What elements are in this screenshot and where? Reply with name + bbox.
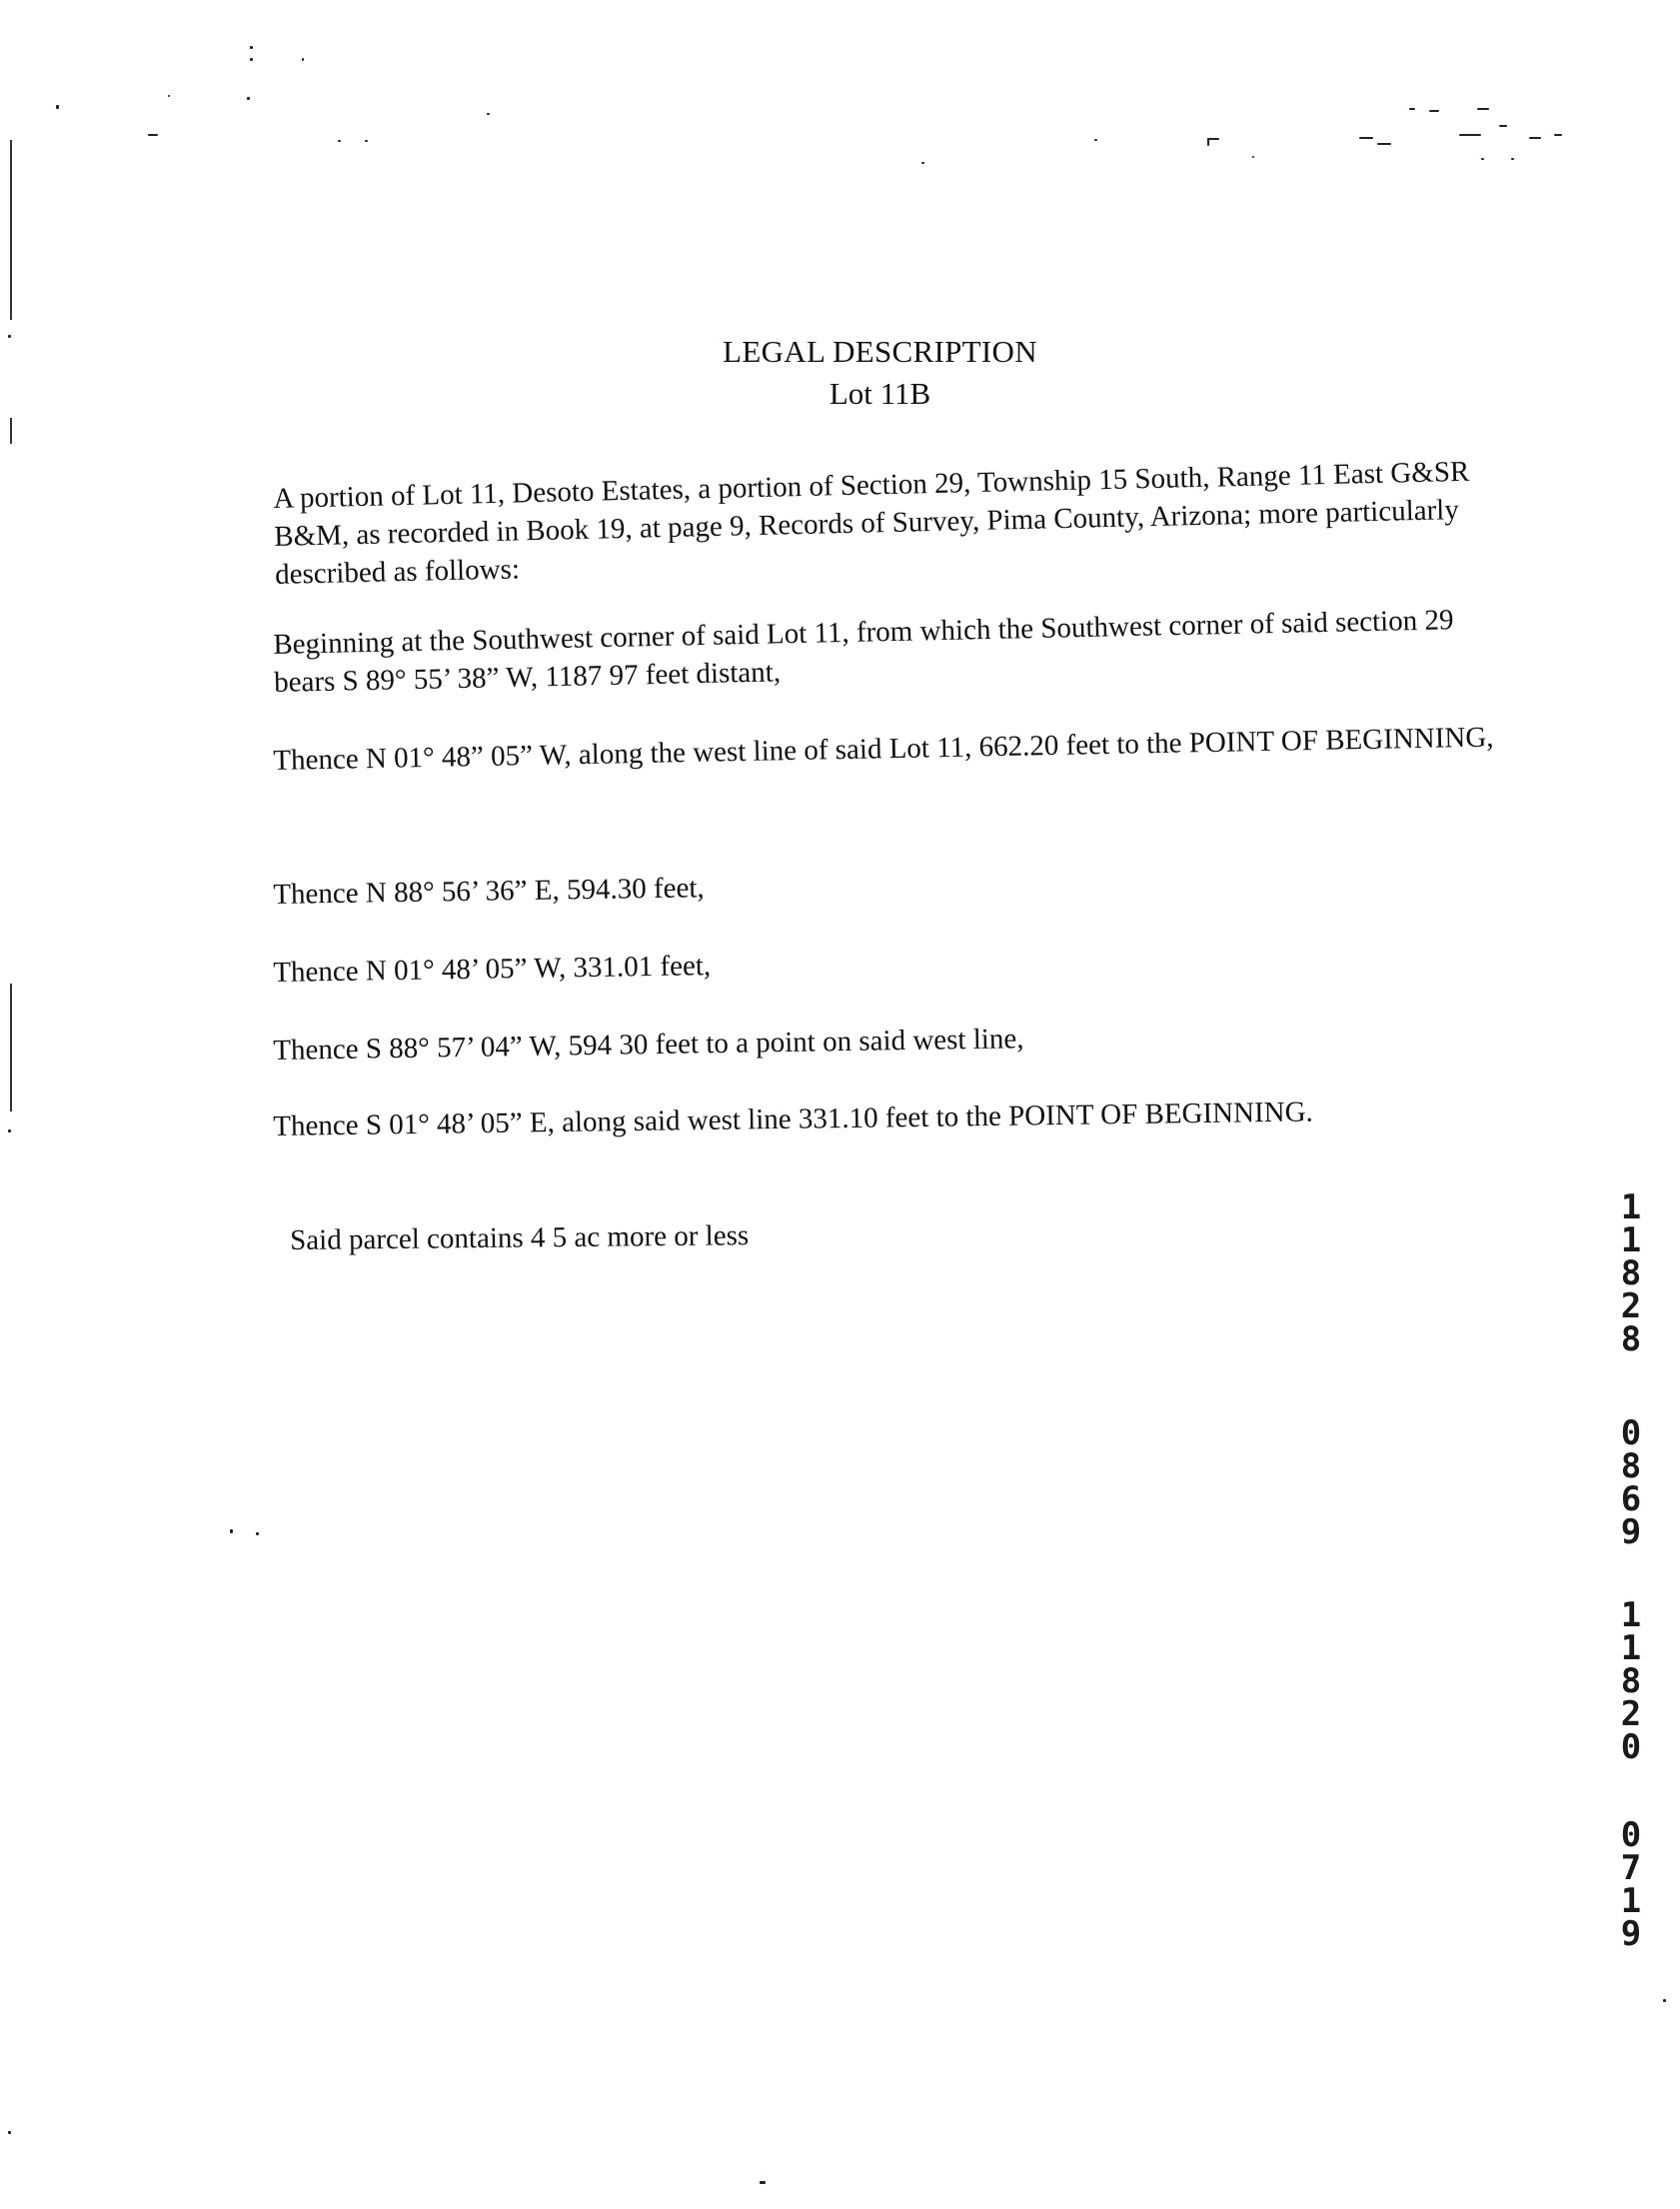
scan-speck: [1481, 158, 1484, 160]
scan-speck: [168, 95, 170, 97]
stamp-digit: 1: [1620, 1595, 1642, 1635]
stamp-digit: 1: [1620, 1628, 1642, 1668]
scan-edge-line: [10, 418, 12, 444]
scan-speck: [1207, 138, 1209, 146]
paragraph-course-3: Thence N 01° 48’ 05” W, 331.01 feet,: [273, 950, 712, 989]
scan-speck: [256, 1532, 259, 1535]
paragraph-course-2: Thence N 88° 56’ 36” E, 594.30 feet,: [273, 872, 705, 911]
scan-speck: [1554, 134, 1562, 136]
stamp-digit: 2: [1620, 1694, 1642, 1734]
scan-speck: [247, 97, 250, 100]
scan-speck: [8, 1129, 11, 1132]
scan-speck: [1477, 108, 1489, 110]
stamp-digit: 8: [1620, 1446, 1642, 1486]
paragraph-intro: A portion of Lot 11, Desoto Estates, a portion of Section 29, Township 15 South, Range 11 East G&SR B&M, as recorded in Book 19, at page 9, Records of Survey, Pima County, Arizona; more particularly described as follows:: [273, 455, 1470, 591]
scan-speck: [1094, 139, 1097, 141]
recording-stamp-group: [1613, 1187, 1649, 1359]
recording-stamp-group: [1613, 1595, 1649, 1767]
page-subtitle: Lot 11B: [829, 376, 931, 411]
scan-speck: [338, 140, 341, 142]
scan-speck: [760, 2181, 766, 2184]
stamp-digit: 9: [1620, 1914, 1642, 1954]
scan-speck: [1252, 156, 1254, 158]
scan-edge-line: [10, 984, 12, 1111]
scan-speck: [250, 58, 253, 61]
scan-speck: [1663, 1999, 1666, 2002]
scan-speck: [1429, 110, 1439, 112]
scan-speck: [1511, 158, 1514, 160]
paragraph-beginning: Beginning at the Southwest corner of said Lot 11, from which the Southwest corner of said section 29 bears S 89° 55’ 38” W, 1187 97 feet distant,: [273, 604, 1454, 699]
scan-speck: [365, 140, 368, 142]
scan-speck: [230, 1529, 233, 1533]
stamp-digit: 1: [1620, 1220, 1642, 1260]
paragraph-course-5: Thence S 01° 48’ 05” E, along said west line 331.10 feet to the POINT OF BEGINNING.: [273, 1096, 1314, 1142]
scan-speck: [1529, 137, 1541, 139]
scan-speck: [8, 2131, 11, 2134]
scan-speck: [1459, 134, 1481, 136]
scan-speck: [1377, 143, 1391, 145]
stamp-digit: 9: [1620, 1512, 1642, 1552]
stamp-digit: 8: [1620, 1253, 1642, 1293]
scan-speck: [1359, 137, 1373, 139]
recording-stamp-group: [1613, 1815, 1649, 1954]
stamp-digit: 7: [1620, 1848, 1642, 1888]
stamp-digit: 2: [1620, 1286, 1642, 1326]
scan-speck: [148, 134, 158, 136]
scan-speck: [487, 113, 490, 115]
stamp-digit: 0: [1620, 1815, 1642, 1855]
stamp-digit: 1: [1620, 1187, 1642, 1227]
scan-speck: [8, 335, 11, 338]
stamp-digit: 8: [1620, 1661, 1642, 1701]
paragraph-area: Said parcel contains 4 5 ac more or less: [290, 1219, 750, 1256]
scan-speck: [250, 46, 253, 49]
stamp-digit: 1: [1620, 1881, 1642, 1921]
scan-speck: [1409, 108, 1415, 110]
stamp-digit: 6: [1620, 1479, 1642, 1519]
paragraph-course-1: Thence N 01° 48” 05” W, along the west line of said Lot 11, 662.20 feet to the POINT OF BEGINNING,: [273, 721, 1494, 777]
paragraph-course-4: Thence S 88° 57’ 04” W, 594 30 feet to a point on said west line,: [273, 1023, 1024, 1067]
stamp-digit: 0: [1620, 1727, 1642, 1767]
scan-speck: [1499, 125, 1507, 127]
page-title: LEGAL DESCRIPTION: [723, 334, 1037, 369]
scan-edge-line: [10, 140, 12, 320]
scan-speck: [302, 58, 304, 61]
stamp-digit: 0: [1620, 1413, 1642, 1453]
scan-speck: [56, 105, 59, 109]
recording-stamp-group: [1613, 1413, 1649, 1552]
scan-speck: [921, 162, 924, 164]
stamp-digit: 8: [1620, 1319, 1642, 1359]
